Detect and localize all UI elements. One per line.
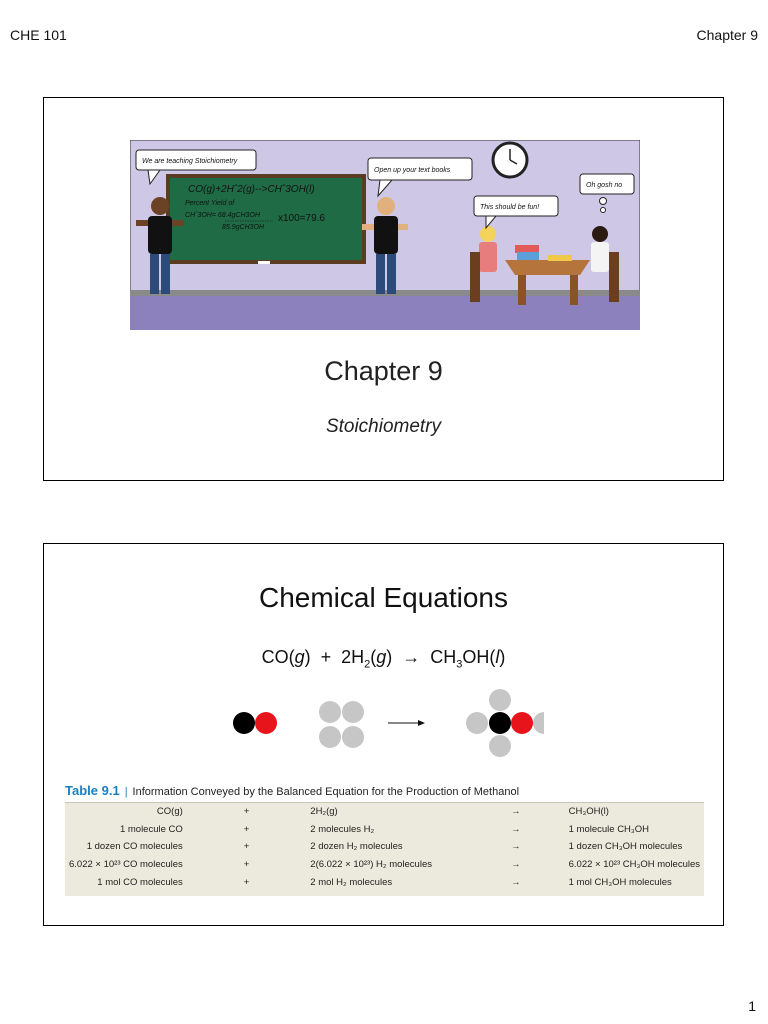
slide2-title: Chemical Equations xyxy=(258,582,509,613)
clock-icon xyxy=(493,143,527,177)
table-row: 1 mol CO molecules + 2 mol H₂ molecules → 1 mol CH₃OH molecules xyxy=(97,876,672,888)
co-molecule xyxy=(233,712,277,734)
course-label: CHE 101 xyxy=(10,27,67,43)
chapter-label: Chapter 9 xyxy=(696,27,758,43)
board-line3: 85.9gCH3OH xyxy=(222,224,265,231)
slide-title-text: Chapter 9 xyxy=(324,356,443,386)
slide-title xyxy=(43,97,724,481)
reaction-arrow xyxy=(388,720,425,726)
board-line2: CHˆ3OH= 68.4gCH3OH xyxy=(185,212,260,219)
board-line4: x100=79.6 xyxy=(278,213,325,224)
molecule-diagram xyxy=(224,684,544,769)
table-row: 6.022 × 10²³ CO molecules + 2(6.022 × 10²³) H₂ molecules → 6.022 × 10²³ CH₃OH molecules xyxy=(69,859,700,871)
classroom-cartoon xyxy=(130,140,640,330)
bubble-student1: This should be fun! xyxy=(480,204,540,211)
table-row: 1 molecule CO + 2 molecules H₂ → 1 molecule CH₃OH xyxy=(119,823,650,835)
board-equation: CO(g)+2Hˆ2(g)-->CHˆ3OH(l) xyxy=(188,184,315,195)
table-caption-text: Information Conveyed by the Balanced Equation for the Production of Methanol xyxy=(132,786,520,798)
table-row: 1 dozen CO molecules + 2 dozen H₂ molecules → 1 dozen CH₃OH molecules xyxy=(86,841,683,853)
bubble-student2: Oh gosh no xyxy=(586,182,623,189)
slide-subtitle: Stoichiometry xyxy=(325,416,442,437)
table-row: CO(g) + 2H₂(g) → CH₃OH(l) xyxy=(156,806,609,818)
bubble-teacher1: We are teaching Stoichiometry xyxy=(142,158,238,165)
table-caption: Table 9.1 | Information Conveyed by the Balanced Equation for the Production of Methanol xyxy=(65,783,520,798)
bubble-teacher2: Open up your text books xyxy=(374,167,451,174)
page-number: 1 xyxy=(748,998,756,1014)
chemical-equation: $CO(g) + 2H_2(g) \to CH_3OH(l)$ xyxy=(261,647,506,671)
h2-molecules xyxy=(319,701,364,748)
table-label: Table 9.1 xyxy=(65,783,120,798)
slide-chemical-equations xyxy=(43,543,724,926)
methanol-table xyxy=(65,802,704,896)
ch3oh-molecule xyxy=(466,689,544,757)
board-line1: Percent Yield of xyxy=(185,200,235,207)
